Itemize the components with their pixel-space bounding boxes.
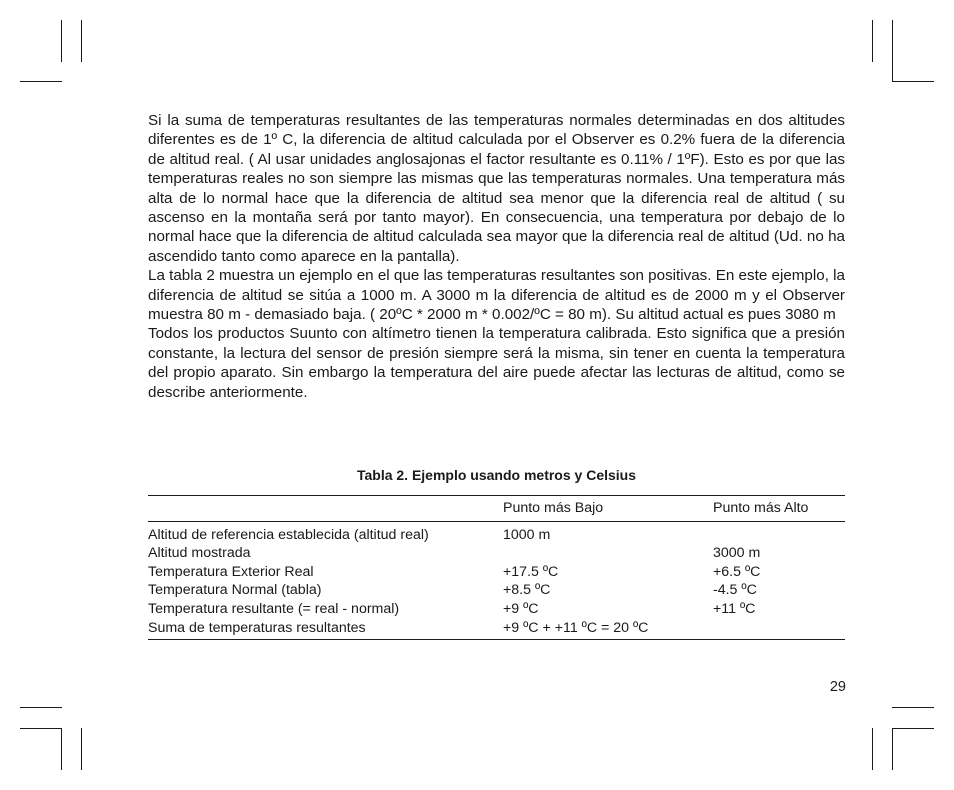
table-row [148,526,845,545]
table-header-cell [148,499,503,518]
table-row [148,581,845,600]
table-cell: -4.5 ºC [713,582,757,599]
table-cell [713,619,845,638]
table-row [148,563,845,582]
crop-mark [20,707,62,708]
crop-mark [892,20,893,82]
crop-mark [892,81,934,82]
table-cell: +8.5 ºC [503,582,551,599]
table-row [148,544,845,563]
table-cell: Altitud mostrada [148,545,251,562]
page-number: 29 [829,679,846,695]
crop-mark [892,707,934,708]
table-cell [713,526,845,545]
table-cell: Temperatura Normal (tabla) [148,582,322,599]
paragraph: La tabla 2 muestra un ejemplo en el que las temperaturas resultantes son positivas. En este ejemplo, la diferencia de altitud se sitúa a 1000 m. A 3000 m la diferencia de altitud es de 2000 m y el Observer muestra 80 m - demasiado baja. ( 20ºC * 2000 m * 0.002/ºC = 80 m). Su altitud actual es pues 3080 m [148,267,845,324]
crop-mark [872,728,873,770]
crop-mark [872,20,873,62]
table-cell: +11 ºC [713,600,756,617]
crop-mark [81,20,82,62]
paragraph: Todos los productos Suunto con altímetro tienen la temperatura calibrada. Esto significa que a presión constante, la lectura del sensor de presión siempre será la misma, sin tener en cuenta la temperatura del propio aparato. Sin embargo la temperatura del aire puede afectar las lecturas de altitud, como se describe anteriormente. [148,325,845,401]
table-cell: +6.5 ºC [713,563,761,580]
table-cell: Temperatura resultante (= real - normal) [148,600,400,617]
crop-mark [20,728,62,729]
table-row [148,619,845,638]
table-caption: Tabla 2. Ejemplo usando metros y Celsius [356,467,637,483]
table-header-rule [148,521,845,522]
table-cell: +9 ºC + +11 ºC = 20 ºC [503,619,649,636]
table-header-row [148,496,845,521]
data-table [148,495,845,640]
table-cell: Altitud de referencia establecida (altitud real) [148,526,429,543]
body-text [148,111,845,402]
table-header-cell: Punto más Bajo [503,500,604,516]
crop-mark [61,20,62,62]
crop-mark [61,728,62,770]
table-bottom-rule [148,639,845,640]
crop-mark [892,728,893,770]
crop-mark [81,728,82,770]
table-cell: Temperatura Exterior Real [148,563,314,580]
table-cell: 1000 m [503,526,551,543]
table-cell: +17.5 ºC [503,563,559,580]
crop-mark [20,81,62,82]
table-cell [503,544,713,563]
table-cell: 3000 m [713,545,761,562]
crop-mark [892,728,934,729]
table-header-cell: Punto más Alto [713,500,809,516]
table-cell: +9 ºC [503,600,539,617]
paragraph: Si la suma de temperaturas resultantes de las temperaturas normales determinadas en dos altitudes diferentes es de 1º C, la diferencia de altitud calculada por el Observer es 0.2% fuera de la diferencia de altitud real. ( Al usar unidades anglosajonas el factor resultante es 0.11% / 1ºF). Esto es por que las temperaturas reales no son siempre las mismas que las temperaturas normales. Una temperatura más alta de lo normal hace que la diferencia de altitud sea menor que la diferencia real de altitud ( su ascenso en la montaña será por tanto mayor). En consecuencia, una temperatura por debajo de lo normal hace que la diferencia de altitud calculada sea mayor que la diferencia real de altitud (Ud. no ha ascendido tanto como aparece en la pantalla). [148,112,845,265]
table-row [148,600,845,619]
table-cell: Suma de temperaturas resultantes [148,619,366,636]
